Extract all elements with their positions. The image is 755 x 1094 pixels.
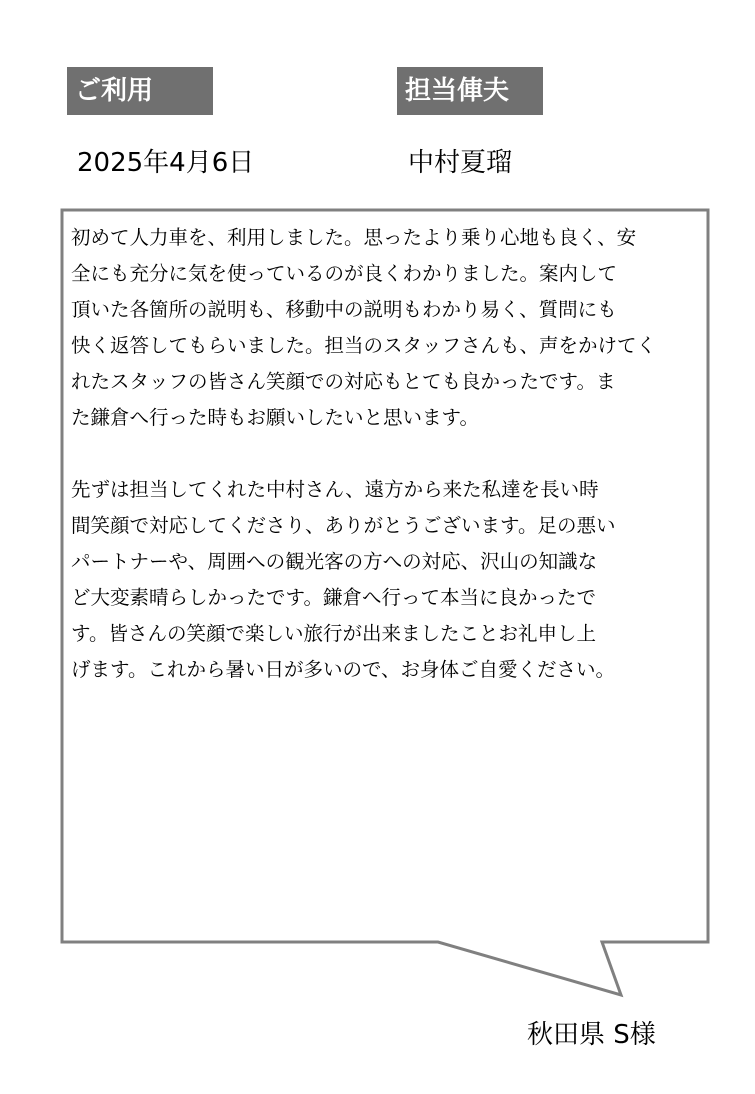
- review-line: 快く返答してもらいました。担当のスタッフさんも、声をかけてく: [71, 334, 657, 357]
- staff-label-text: 担当俥夫: [405, 76, 510, 106]
- review-text: [71, 220, 699, 688]
- review-paragraph-2: [71, 472, 699, 688]
- review-line: 全にも充分に気を使っているのが良くわかりました。案内して: [71, 262, 618, 285]
- usage-label-text: ご利用: [75, 76, 154, 106]
- usage-date: 2025年4月6日: [77, 148, 255, 178]
- review-line: 頂いた各箇所の説明も、移動中の説明もわかり易く、質問にも: [71, 298, 617, 321]
- review-line: 間笑顔で対応してくださり、ありがとうございます。足の悪い: [71, 514, 616, 537]
- review-line: 初めて人力車を、利用しました。思ったより乗り心地も良く、安: [71, 226, 637, 249]
- review-line: た鎌倉へ行った時もお願いしたいと思います。: [71, 406, 479, 429]
- review-line: げます。これから暑い日が多いので、お身体ご自愛ください。: [71, 658, 616, 681]
- paragraph-gap: [71, 436, 699, 472]
- reviewer-name: 秋田県 S様: [527, 1020, 656, 1050]
- review-line: す。皆さんの笑顔で楽しい旅行が出来ましたことお礼申し上: [71, 622, 596, 645]
- review-line: れたスタッフの皆さん笑顔での対応もとても良かったです。ま: [71, 370, 616, 393]
- review-line: 先ずは担当してくれた中村さん、遠方から来た私達を長い時: [71, 478, 599, 501]
- staff-name: 中村夏瑠: [408, 148, 513, 178]
- review-paragraph-1: [71, 220, 699, 436]
- review-line: ど大変素晴らしかったです。鎌倉へ行って本当に良かったで: [71, 586, 596, 609]
- review-line: パートナーや、周囲への観光客の方への対応、沢山の知識な: [71, 550, 598, 573]
